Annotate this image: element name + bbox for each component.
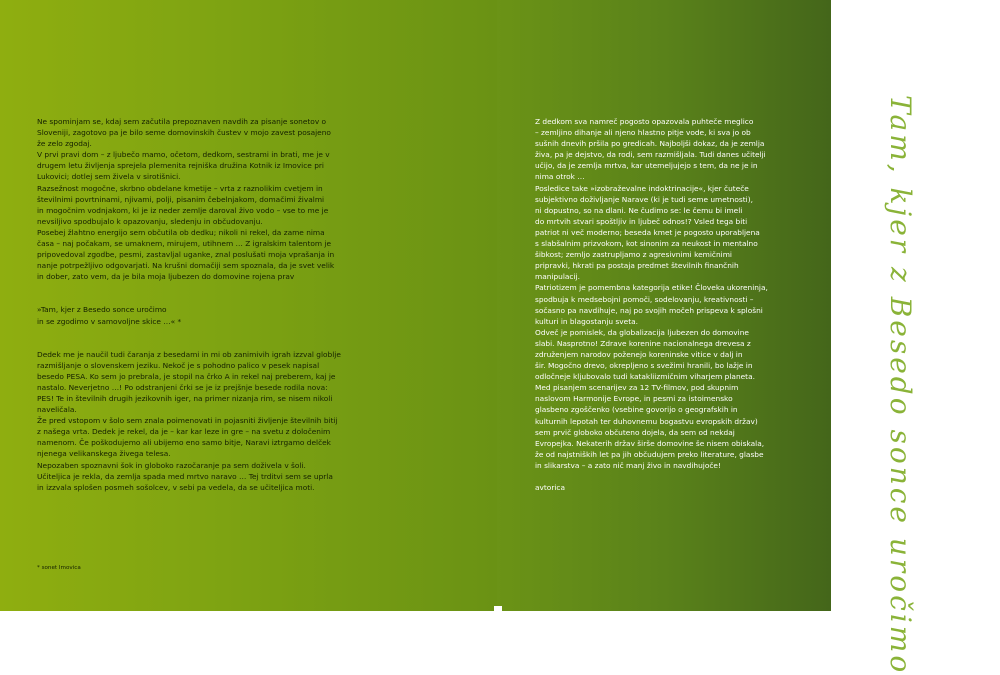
paragraph: Dedek me je naučil tudi čaranja z besedami in mi ob zanimivih igrah izzval globlje razmišljanje o slovenskem jeziku. Nekoč je s pohodno palico v pesek napisal besedo PESA. Ko sem jo prebrala, je stopil na črko A in rekel naj preberem, kaj je nastalo. Neverjetno …! Po odstranjeni črki se je iz prejšnje besede rodila nova: PES! Te in številnih drugih jezikovnih iger, na primer nizanja rim, se nisem nikoli naveličala. [37,349,341,415]
page-gutter [494,606,502,611]
paragraph: Razsežnost mogočne, skrbno obdelane kmetije – vrta z raznolikim cvetjem in številnimi povrtninami, njivami, polji, pisanim čebelnjakom, domačimi živalmi in mogočnim vodnjakom, ki je iz neder zemlje daroval živo vodo – vse to me je nevsiljivo spodbujalo k opazovanju, sledenju in občudovanju. [37,183,329,226]
paragraph: V prvi pravi dom – z ljubečo mamo, očetom, dedkom, sestrami in brati, me je v drugem letu življenja sprejela plemenita rejniška družina Kotnik iz Imovice pri Lukovici; dotlej sem živela v sirotišnici. [37,150,330,182]
footnote: * sonet Imovica [37,565,81,571]
paragraph: Med pisanjem scenarijev za 12 TV-filmov, pod skupnim naslovom Harmonije Evrope, in pesmi za istoimensko glasbeno zgoščenko (vsebine govorijo o geografskih in kulturnih lepotah ter duhovnemu bogastvu evropskih držav) sem prvič globoko občuteno dojela, da sem od nekdaj Evropejka. Nekaterih držav širše domovine še nisem obiskala, že od najstniških let pa jih občudujem preko literature, glasbe in slikarstva – a zato nič manj živo in navdihujoče! [535,383,765,470]
paragraph: Nepozaben spoznavni šok in globoko razočaranje pa sem doživela v šoli. Učiteljica je rekla, da zemlja spada med mrtvo naravo … Tej trditvi sem se uprla in izzvala splošen posmeh sošolcev, v sebi pa vedela, da se učiteljica moti. [37,460,333,492]
signature: avtorica [535,483,566,492]
right-text-column [535,116,819,493]
paragraph: Posebej žlahtno energijo sem občutila ob dedku; nikoli ni rekel, da zame nima časa – naj počakam, se umaknem, mirujem, utihnem … Z igralskim talentom je pripovedoval zgodbe, pesmi, zastavljal uganke, znal poslušati moja vprašanja in nanje potrpežljivo odgovarjati. Na krušni domačiji sem spoznala, da je svet velik in dober, zato vem, da je bila moja ljubezen do domovine rojena prav [37,227,335,282]
paragraph: Z dedkom sva namreč pogosto opazovala puhteče meglico – zemljino dihanje ali njeno hlastno pitje vode, ki sva jo ob sušnih dnevih pršila po gredicah. Najboljši dokaz, da je zemlja živa, pa je dejstvo, da rodi, sem razmišljala. Tudi danes učitelji učijo, da je zemlja mrtva, kar utemeljujejo s tem, da ne je in nima otrok … [535,117,766,182]
quote: »Tam, kjer z Besedo sonce uročimo in se zgodimo v samovoljne skice …« * [37,305,182,326]
paragraph: Patriotizem je pomembna kategorija etike! Človeka ukoreninja, spodbuja k medsebojni pomoči, sodelovanju, kreativnosti – sočasno pa navdihuje, naj po svojih močeh prispeva k splošni kulturi in blagostanju sveta. [535,283,768,326]
left-text-column [37,116,479,493]
vertical-title: Tam, kjer z Besedo sonce uročimo [884,95,917,675]
paragraph: Že pred vstopom v šolo sem znala poimenovati in pojasniti življenje številnih bitij z našega vrta. Dedek je rekel, da je – kar kar leze in gre – na svetu z določenim namenom. Če poškodujemo ali ubijemo eno samo bitje, Naravi iztrgamo delček njenega velikanskega živega telesa. [37,416,338,459]
paragraph: Odveč je pomislek, da globalizacija ljubezen do domovine slabi. Nasprotno! Zdrave korenine nacionalnega drevesa z združenjem narodov poženejo koreninske vitice v dalj in šir. Mogočno drevo, okrepljeno s svežimi hranili, bo lažje in odločneje kljubovalo tudi katakliizmičnim viharjem planeta. [535,327,755,382]
paragraph: Posledice take »izobraževalne indoktrinacije«, kjer čuteče subjektivno doživljanje Narave (ki je tudi seme umetnosti), ni dopustno, so na dlani. Ne čudimo se: le čemu bi imeli do mrtvih stvari spoštljiv in ljubeč odnos!? Vsled tega biti patriot ni več moderno; beseda kmet je pogosto uporabljena s slabšalnim prizvokom, kot sinonim za neukost in mentalno šibkost; zemljo zastrupljamo z agresivnimi kemičnimi pripravki, hkrati pa postaja predmet številnih finančnih manipulacij. [535,183,760,282]
paragraph: Ne spominjam se, kdaj sem začutila prepoznaven navdih za pisanje sonetov o Sloveniji, zagotovo pa je bilo seme domovinskih čustev v mojo zavest posajeno že zelo zgodaj. [37,117,331,149]
